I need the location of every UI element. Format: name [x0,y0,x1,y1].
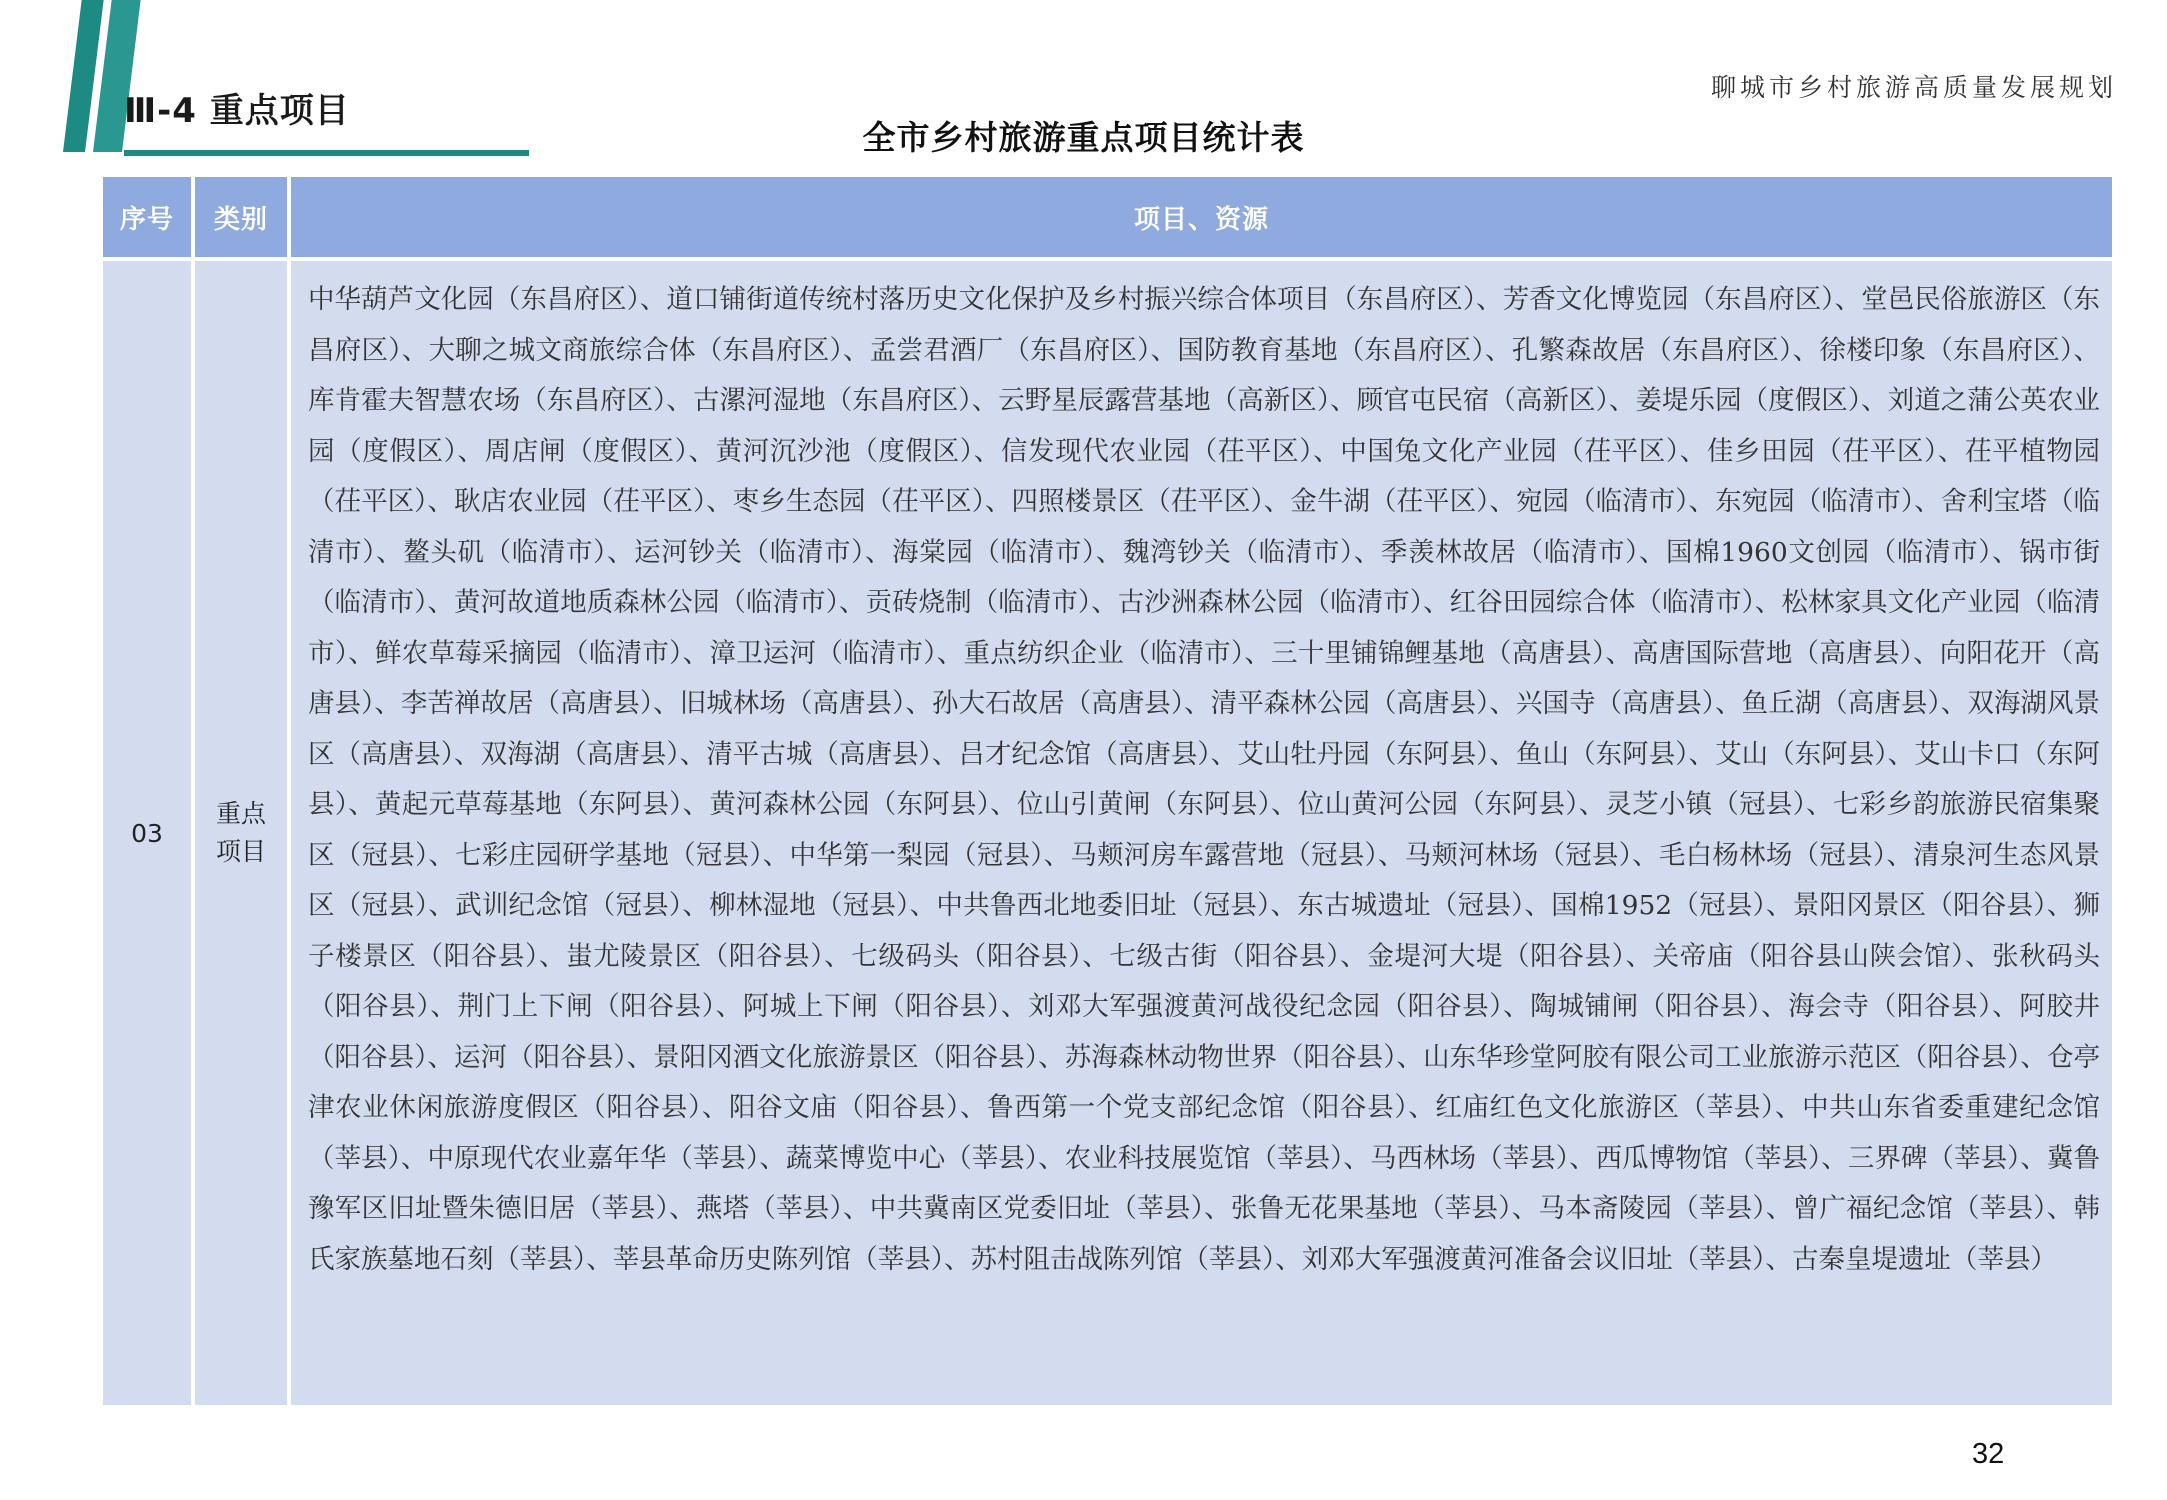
column-header-category: 类别 [195,177,287,257]
row-projects-cell: 中华葫芦文化园（东昌府区）、道口铺街道传统村落历史文化保护及乡村振兴综合体项目（东昌府区）、芳香文化博览园（东昌府区）、堂邑民俗旅游区（东昌府区）、大聊之城文商旅综合体（东昌府区）、孟尝君酒厂（东昌府区）、国防教育基地（东昌府区）、孔繁森故居（东昌府区）、徐楼印象（东昌府区）、库肯霍夫智慧农场（东昌府区）、古漯河湿地（东昌府区）、云野星辰露营基地（高新区）、顾官屯民宿（高新区）、姜堤乐园（度假区）、刘道之蒲公英农业园（度假区）、周店闸（度假区）、黄河沉沙池（度假区）、信发现代农业园（茌平区）、中国兔文化产业园（茌平区）、佳乡田园（茌平区）、茌平植物园（茌平区）、耿店农业园（茌平区）、枣乡生态园（茌平区）、四照楼景区（茌平区）、金牛湖（茌平区）、宛园（临清市）、东宛园（临清市）、舍利宝塔（临清市）、鳌头矶（临清市）、运河钞关（临清市）、海棠园（临清市）、魏湾钞关（临清市）、季羡林故居（临清市）、国棉1960文创园（临清市）、锅市街（临清市）、黄河故道地质森林公园（临清市）、贡砖烧制（临清市）、古沙洲森林公园（临清市）、红谷田园综合体（临清市）、松林家具文化产业园（临清市）、鲜农草莓采摘园（临清市）、漳卫运河（临清市）、重点纺织企业（临清市）、三十里铺锦鲤基地（高唐县）、高唐国际营地（高唐县）、向阳花开（高唐县）、李苦禅故居（高唐县）、旧城林场（高唐县）、孙大石故居（高唐县）、清平森林公园（高唐县）、兴国寺（高唐县）、鱼丘湖（高唐县）、双海湖风景区（高唐县）、双海湖（高唐县）、清平古城（高唐县）、吕才纪念馆（高唐县）、艾山牡丹园（东阿县）、鱼山（东阿县）、艾山（东阿县）、艾山卡口（东阿县）、黄起元草莓基地（东阿县）、黄河森林公园（东阿县）、位山引黄闸（东阿县）、位山黄河公园（东阿县）、灵芝小镇（冠县）、七彩乡韵旅游民宿集聚区（冠县）、七彩庄园研学基地（冠县）、中华第一梨园（冠县）、马颊河房车露营地（冠县）、马颊河林场（冠县）、毛白杨林场（冠县）、清泉河生态风景区（冠县）、武训纪念馆（冠县）、柳林湿地（冠县）、中共鲁西北地委旧址（冠县）、东古城遗址（冠县）、国棉1952（冠县）、景阳冈景区（阳谷县）、狮子楼景区（阳谷县）、蚩尤陵景区（阳谷县）、七级码头（阳谷县）、七级古街（阳谷县）、金堤河大堤（阳谷县）、关帝庙（阳谷县山陕会馆）、张秋码头（阳谷县）、荆门上下闸（阳谷县）、阿城上下闸（阳谷县）、刘邓大军强渡黄河战役纪念园（阳谷县）、陶城铺闸（阳谷县）、海会寺（阳谷县）、阿胶井（阳谷县）、运河（阳谷县）、景阳冈酒文化旅游景区（阳谷县）、苏海森林动物世界（阳谷县）、山东华珍堂阿胶有限公司工业旅游示范区（阳谷县）、仓亭津农业休闲旅游度假区（阳谷县）、阳谷文庙（阳谷县）、鲁西第一个党支部纪念馆（阳谷县）、红庙红色文化旅游区（莘县）、中共山东省委重建纪念馆（莘县）、中原现代农业嘉年华（莘县）、蔬菜博览中心（莘县）、农业科技展览馆（莘县）、马西林场（莘县）、西瓜博物馆（莘县）、三界碑（莘县）、冀鲁豫军区旧址暨朱德旧居（莘县）、燕塔（莘县）、中共冀南区党委旧址（莘县）、张鲁无花果基地（莘县）、马本斋陵园（莘县）、曾广福纪念馆（莘县）、韩氏家族墓地石刻（莘县）、莘县革命历史陈列馆（莘县）、苏村阻击战陈列馆（莘县）、刘邓大军强渡黄河准备会议旧址（莘县）、古秦皇堤遗址（莘县） [291,261,2112,1405]
category-label-line: 项目 [215,837,266,866]
column-header-index: 序号 [103,177,191,257]
section-title: Ⅲ-4 重点项目 [124,91,350,131]
projects-table [103,177,2112,1405]
document-title: 聊城市乡村旅游高质量发展规划 [1710,73,2117,102]
row-category-cell [195,261,287,1405]
table-title: 全市乡村旅游重点项目统计表 [862,118,1305,157]
page-number: 32 [1972,1438,2005,1470]
category-label-line: 重点 [215,799,266,828]
row-index-cell: 03 [103,261,191,1405]
column-header-projects: 项目、资源 [291,177,2112,257]
